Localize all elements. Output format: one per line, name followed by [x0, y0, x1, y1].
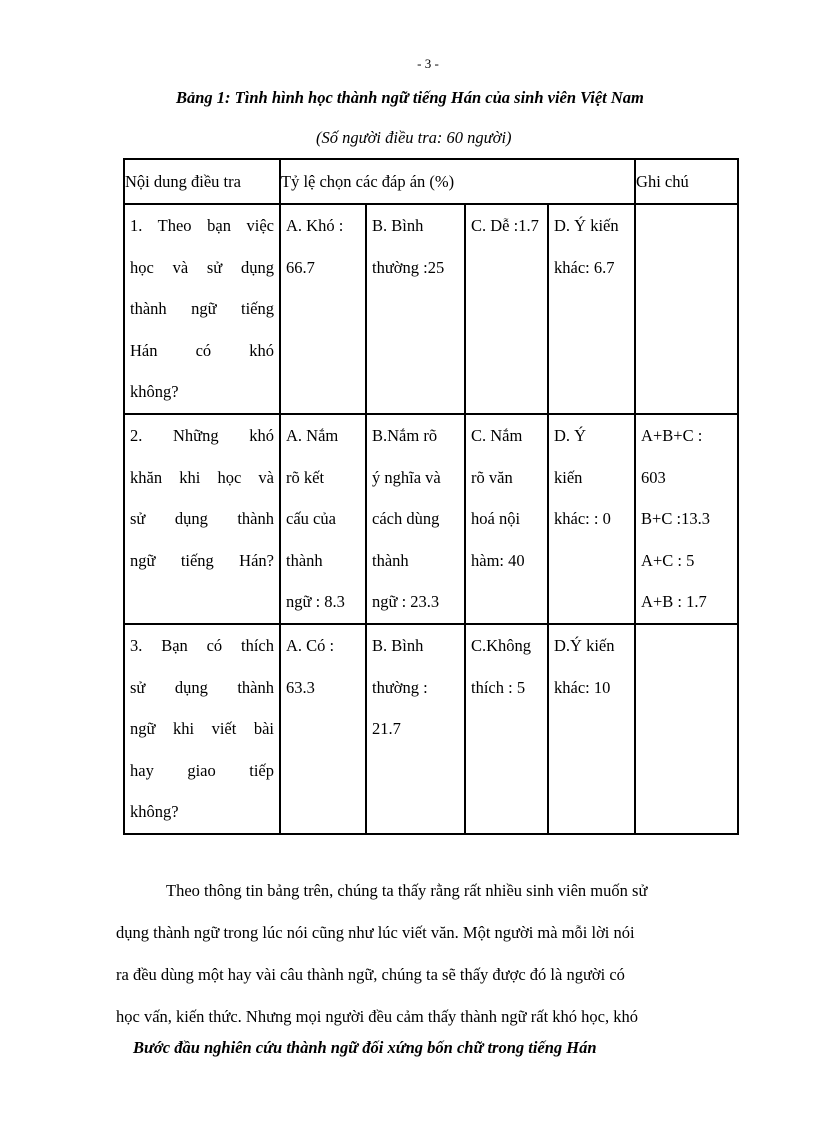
cell-line: 2. Những khó	[130, 425, 274, 445]
cell-line: 603	[641, 467, 666, 487]
cell-line: A+C : 5	[641, 550, 695, 570]
cell-line: ngữ : 8.3	[286, 592, 345, 612]
answer-a-cell	[280, 624, 366, 834]
cell-line: thường :	[372, 677, 428, 697]
cell-line: không?	[130, 802, 179, 822]
header-ratio: Tỷ lệ chọn các đáp án (%)	[280, 159, 635, 204]
cell-line: 63.3	[286, 677, 315, 697]
question-cell	[124, 414, 280, 624]
note-cell	[635, 624, 738, 834]
answer-a-cell	[280, 414, 366, 624]
cell-line: ý nghĩa và	[372, 467, 441, 487]
question-cell	[124, 204, 280, 414]
header-note: Ghi chú	[635, 159, 738, 204]
cell-line: kiến	[554, 467, 583, 487]
cell-line: A. Có :	[286, 635, 335, 655]
cell-line: B.Nắm rõ	[372, 425, 438, 445]
header-content: Nội dung điều tra	[124, 159, 280, 204]
cell-line: sử dụng thành	[130, 677, 274, 697]
cell-line: ngữ : 23.3	[372, 592, 440, 612]
cell-line: thích : 5	[471, 677, 526, 697]
paragraph-line: học vấn, kiến thức. Nhưng mọi người đều cảm thấy thành ngữ rất khó học, khó	[116, 1007, 638, 1026]
cell-line: Hán có khó	[130, 340, 274, 360]
cell-line: A. Nắm	[286, 425, 339, 445]
table-row	[124, 204, 738, 414]
cell-line: hay giao tiếp	[130, 760, 274, 780]
cell-line: 1. Theo bạn việc	[130, 216, 274, 235]
cell-line: A+B : 1.7	[641, 592, 707, 612]
cell-line: ngữ khi viết bài	[130, 719, 274, 739]
cell-line: sử dụng thành	[130, 509, 274, 529]
cell-line: 66.7	[286, 257, 315, 277]
cell-line: thành	[286, 550, 323, 570]
cell-line: khác: : 0	[554, 509, 611, 529]
paragraph-line: ra đều dùng một hay vài câu thành ngữ, chúng ta sẽ thấy được đó là người có	[116, 965, 625, 984]
page-number: - 3 -	[417, 56, 439, 71]
cell-line: D. Ý	[554, 425, 587, 445]
cell-line: A. Khó :	[286, 216, 344, 235]
cell-line: rõ văn	[471, 467, 513, 487]
answer-c-cell	[465, 624, 548, 834]
answer-d-cell	[548, 414, 635, 624]
paragraph-line: Theo thông tin bảng trên, chúng ta thấy rằng rất nhiều sinh viên muốn sử	[166, 881, 648, 900]
cell-line: thành ngữ tiếng	[130, 299, 274, 319]
cell-line: rõ kết	[286, 467, 325, 487]
cell-line: B. Bình	[372, 216, 424, 235]
cell-line: thành	[372, 550, 409, 570]
answer-a-cell	[280, 204, 366, 414]
table-row	[124, 414, 738, 624]
cell-line: C. Nắm	[471, 425, 523, 445]
answer-c-cell	[465, 414, 548, 624]
cell-line: D. Ý kiến	[554, 216, 619, 235]
table-row	[124, 624, 738, 834]
answer-b-cell	[366, 414, 465, 624]
cell-line: học và sử dụng	[130, 257, 274, 277]
cell-line: D.Ý kiến	[554, 635, 615, 655]
answer-b-cell	[366, 624, 465, 834]
answer-d-cell	[548, 204, 635, 414]
cell-line: khăn khi học và	[130, 467, 274, 487]
cell-line: B. Bình	[372, 635, 424, 655]
answer-b-cell	[366, 204, 465, 414]
cell-line: 3. Bạn có thích	[130, 635, 274, 655]
cell-line: cấu của	[286, 509, 336, 529]
cell-line: cách dùng	[372, 509, 440, 529]
cell-line: thường :25	[372, 257, 445, 277]
cell-line: C. Dễ :1.7	[471, 216, 539, 235]
cell-line: hàm: 40	[471, 550, 525, 570]
note-cell	[635, 414, 738, 624]
cell-line: hoá nội	[471, 509, 521, 529]
cell-line: 21.7	[372, 719, 401, 739]
cell-line: khác: 10	[554, 677, 611, 697]
cell-line: ngữ tiếng Hán?	[130, 550, 274, 570]
answer-c-cell	[465, 204, 548, 414]
cell-line: A+B+C :	[641, 425, 703, 445]
table-subtitle: (Số người điều tra: 60 người)	[316, 128, 512, 147]
cell-line: C.Không	[471, 635, 532, 655]
cell-line: không?	[130, 382, 179, 402]
cell-line: B+C :13.3	[641, 509, 710, 529]
note-cell	[635, 204, 738, 414]
paragraph-line: dụng thành ngữ trong lúc nói cũng như lúc viết văn. Một người mà mỗi lời nói	[116, 923, 635, 942]
body-paragraph	[116, 870, 740, 1040]
cell-line: khác: 6.7	[554, 257, 615, 277]
table-title: Bảng 1: Tình hình học thành ngữ tiếng Hán của sinh viên Việt Nam	[176, 88, 644, 107]
footer-title: Bước đầu nghiên cứu thành ngữ đối xứng bốn chữ trong tiếng Hán	[133, 1038, 597, 1057]
survey-table	[123, 158, 739, 835]
answer-d-cell	[548, 624, 635, 834]
question-cell	[124, 624, 280, 834]
table-header-row	[124, 159, 738, 204]
